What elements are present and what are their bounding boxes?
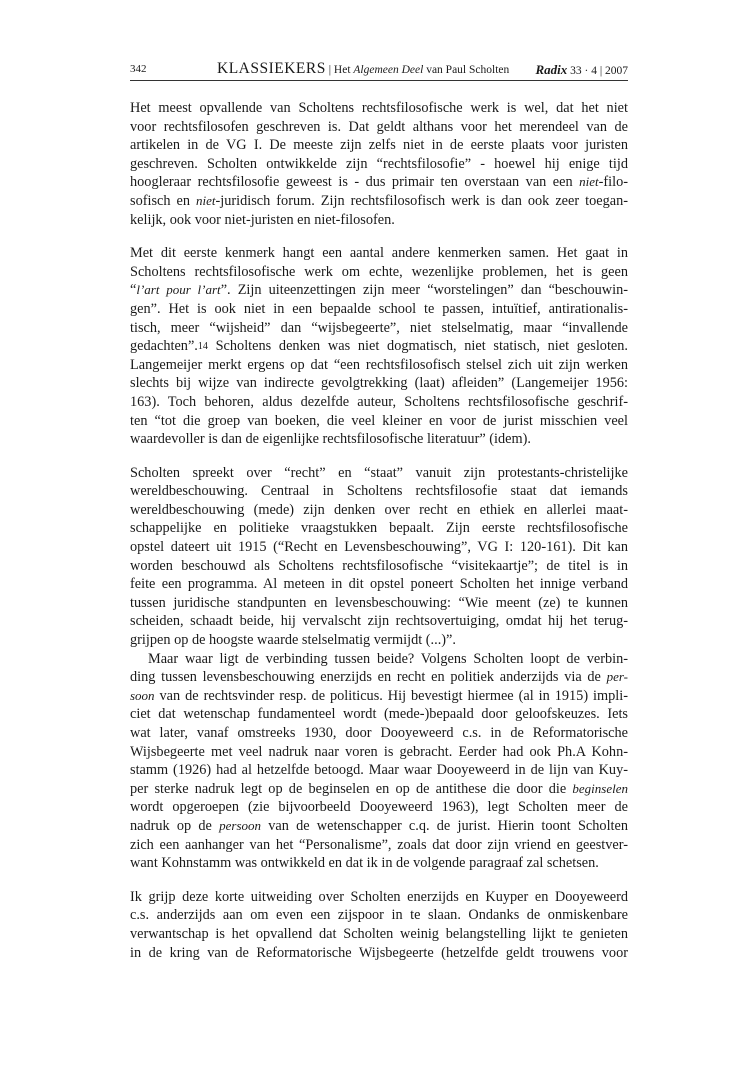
italic-text: niet (579, 174, 599, 190)
text: stamm (1926) had al hetzelfde betoogd. Maar waar Dooyeweerd in de lijn van Kuy- (130, 762, 628, 779)
text-line (130, 798, 628, 817)
text: Scholtens rechtsfilosofische werk om echte, wezenlijke problemen, het is geen (130, 263, 628, 280)
paragraph (130, 650, 628, 873)
text: wat later, vanaf omstreeks 1930, door Dooyeweerd c.s. in de Reformatorische (130, 725, 628, 741)
text: Het meest opvallende van Scholtens rechtsfilosofische werk is wel, dat het niet (130, 100, 628, 116)
text-line (130, 356, 628, 375)
text-line (130, 612, 628, 631)
text-line (130, 393, 628, 412)
text-line (130, 99, 628, 118)
text-line (130, 211, 628, 230)
text: hoogleraar rechtsfilosofie geweest is - dus primair ten overstaan van een (130, 174, 580, 191)
text-line (130, 888, 628, 907)
text-line (130, 854, 628, 873)
text-line (130, 430, 628, 449)
text: waardevoller is dan de eigenlijke rechtsfilosofische literatuur” (idem). (130, 431, 531, 448)
text: tussen juridische standpunten en levensbeschouwing: “Wie meent (ze) te kunnen (130, 594, 628, 611)
text: per sterke nadruk legt op de beginselen en op de antithese die door die (130, 780, 573, 797)
text-line (130, 557, 628, 576)
italic-text: per- (606, 669, 628, 685)
page-number: 342 (130, 63, 147, 75)
text: worden beschouwd als Scholtens rechtsfilosofische “visitekaartje”; de titel is in (130, 557, 628, 574)
text-line (130, 118, 628, 137)
journal-info (535, 62, 628, 78)
text: wordt opgeroepen (zie bijvoorbeeld Dooyeweerd 1963), legt Scholten meer de (130, 799, 628, 816)
text-line (130, 668, 628, 687)
text: tisch, meer “wijsheid” dan “wijsbegeerte”, niet stelselmatig, maar “invallende (130, 319, 628, 336)
text: 163). Toch behoren, aldus dezelfde auteur, Scholtens rechtsfilosofische geschrif- (130, 393, 628, 410)
journal-name: Radix (535, 62, 568, 77)
text: ding tussen levensbeschouwing enerzijds en recht en politiek anderzijds via de (130, 669, 607, 686)
text-line (130, 244, 628, 263)
text: ciet dat wetenschap fundamenteel wordt (mede-)bepaald door geloofskeuzes. Iets (130, 706, 628, 723)
text: c.s. anderzijds aan om even een zijspoor in te slaan. Ondanks de onmiskenbare (130, 907, 628, 924)
text: verwantschap is het opvallend dat Scholten weinig belangstelling lijkt te genieten (130, 925, 628, 942)
text-line (130, 374, 628, 393)
text-line (130, 464, 628, 483)
italic-text: beginselen (572, 780, 628, 796)
text: zich een aanhanger van het “Personalisme”, zoals dat door zijn vriend en geestver- (130, 836, 628, 853)
text: van de rechtsvinder resp. de politicus. Hij bevestigt hiermee (al in 1915) impli- (154, 687, 628, 704)
article-body (130, 99, 628, 977)
text-line (130, 761, 628, 780)
text: Met dit eerste kenmerk hangt een aantal andere kenmerken samen. Het gaat in (130, 245, 628, 262)
text: Ik grijp deze korte uitweiding over Scholten enerzijds en Kuyper en Dooyeweerd (130, 888, 628, 905)
article-title (334, 64, 509, 76)
text-line (130, 173, 628, 192)
paragraph (130, 464, 628, 650)
text: nadruk op de (130, 817, 220, 834)
running-header (130, 60, 628, 81)
text-line (130, 337, 628, 356)
text-line (130, 780, 628, 799)
text: Langemeijer merkt ergens op dat “een rechtsfilosofisch stelsel zich uit zijn werken (130, 356, 628, 373)
text-line (130, 300, 628, 319)
text-line (130, 944, 628, 963)
text-line (130, 650, 628, 669)
text-line (130, 724, 628, 743)
text: sofisch en (130, 192, 196, 209)
text-line (130, 705, 628, 724)
text-line (130, 817, 628, 836)
text-line (130, 906, 628, 925)
italic-text: niet (196, 192, 216, 208)
text-line (130, 631, 628, 650)
text-line (130, 519, 628, 538)
text: scheiden, schaadt beide, hij vervalscht zijn rechtsovertuiging, omdat hij het terug- (130, 613, 628, 630)
text-line (130, 319, 628, 338)
paragraph (130, 99, 628, 229)
text: geschreven. Scholten ontwikkelde zijn “rechtsfilosofie” - hoewel hij enige tijd (130, 155, 628, 172)
paragraph (130, 244, 628, 449)
text: kelijk, ook voor niet-juristen en niet-filosofen. (130, 211, 395, 228)
text: in de kring van de Reformatorische Wijsbegeerte (hetzelfde geldt trouwens voor (130, 944, 628, 961)
text: schappelijke en politieke vraagstukken bepaalt. Zijn eerste rechtsfilosofische (130, 520, 628, 537)
text: -juridisch forum. Zijn rechtsfilosofisch werk is dan ook zeer toegan- (215, 192, 628, 209)
text: artikelen in de VG I. De meeste zijn zelfs niet in de eerste plaats voor juristen (130, 137, 628, 154)
article-title-part: van Paul Scholten (423, 64, 510, 76)
text: -filo- (598, 174, 628, 191)
text-line (130, 136, 628, 155)
text-line (130, 836, 628, 855)
header-title (217, 60, 509, 78)
text: feite een programma. Al meteen in dit opstel poneert Scholten het innige verband (130, 576, 628, 593)
text: Maar waar ligt de verbinding tussen beide? Volgens Scholten loopt de verbin- (148, 650, 628, 667)
text-line (130, 501, 628, 520)
text: Scholtens denken was niet dogmatisch, niet statisch, niet gesloten. (207, 338, 628, 355)
text: gen”. Het is ook niet in een bepaalde school te passen, intuïtief, antirationalis- (130, 300, 628, 317)
text: want Kohnstamm was ontwikkeld en dat ik in de volgende paragraaf zal schetsen. (130, 855, 599, 872)
text: Wijsbegeerte met veel nadruk naar voren is gebracht. Eerder had ook Ph.A Kohn- (130, 743, 628, 760)
text-line (130, 594, 628, 613)
text-line (130, 281, 628, 300)
text: grijpen op de hoogste waarde stelselmatig vermijdt (...)”. (130, 632, 456, 649)
text-line (130, 743, 628, 762)
text: van de wetenschapper c.q. de jurist. Hierin toont Scholten (261, 817, 629, 834)
text-line (130, 575, 628, 594)
text-line (130, 482, 628, 501)
text-line (130, 192, 628, 211)
italic-text: soon (130, 687, 155, 703)
text-line (130, 687, 628, 706)
article-title-italic: Algemeen Deel (353, 64, 424, 76)
italic-text: persoon (219, 817, 262, 833)
text: slechts bij wijze van indirecte gevolgtrekking (laat) afleiden” (Langemeijer 1956: (130, 375, 628, 392)
text-line (130, 412, 628, 431)
text: opstel dateert uit 1915 (“Recht en Levensbeschouwing”, VG I: 120-161). Dit kan (130, 539, 628, 556)
text: voor rechtsfilosofen geschreven is. Dat geldt althans voor het merendeel van de (130, 118, 628, 135)
text: ”. Zijn uiteenzettingen zijn meer “worstelingen” dan “beschouwin- (220, 282, 628, 299)
text-line (130, 538, 628, 557)
footnote-ref[interactable]: 14 (197, 341, 208, 353)
article-title-part: Het (333, 64, 354, 76)
text: wereldbeschouwing. Centraal in Scholtens rechtsfilosofie staat dat iemands (130, 483, 628, 500)
text: gedachten”. (130, 338, 198, 355)
text-line (130, 925, 628, 944)
paragraph (130, 888, 628, 962)
text: ten “tot die groep van boeken, die veel kleiner en voor de jurist misschien veel (130, 412, 628, 429)
text-line (130, 155, 628, 174)
section-name: KLASSIEKERS (217, 60, 326, 77)
italic-text: l’art pour l’art (136, 282, 221, 298)
text: Scholten spreekt over “recht” en “staat” vanuit zijn protestants-christelijke (130, 464, 628, 481)
text: wereldbeschouwing (mede) zijn denken over recht en ethiek en allerlei maat- (130, 501, 628, 518)
text-line (130, 263, 628, 282)
journal-issue: 33 · 4 | 2007 (567, 65, 628, 77)
text: “ (130, 282, 137, 299)
header-separator: | (325, 64, 334, 76)
